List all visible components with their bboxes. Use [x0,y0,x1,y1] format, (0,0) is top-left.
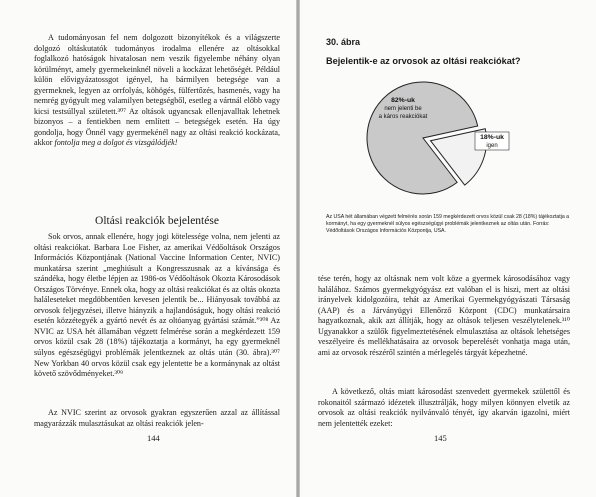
right-para4-text: tése terén, hogy az oltásnak nem volt köze a gyermek károsodásához vagy halálához. Számos gyermekgyógyász ezt valóban el is hiszi, mert az oltási irányelvek kidolgozóira, tehát az Amerikai Gyermekgyógyászati Társaság (AAP) és a Járványügyi Ellenőrző Központ (CDC) munkatársaira hagyatkoznak, akik azt állítják, hogy az oltások teljesen veszélytelenek.³¹⁰ Ugyanakkor a szülők figyelmeztetésének elmulasztása az oltások lehetséges veszélyeire és mellékhatásaira az orvosok beperelését vonhatja maga után, ami az orvosok részéről szintén a mérlegelés tárgyát képezhetné. [318,274,570,357]
right-page-number: 145 [434,433,447,443]
right-paragraph-2 [318,387,570,429]
pie-label-reported-line-1: igen [486,143,498,149]
left-page-number: 144 [147,433,160,443]
right-page [300,0,596,497]
left-para1-text: A tudományosan fel nem dolgozott bizonyítékok és a világszerte dolgozó oltáskutatók tudományos irodalma ellenére az oltásokkal foglalkozó hatóságok hivatalosan nem veszik figyelembe néhány olyan körülményt, amely gyermekeinknél növeli a kockázat lehetőségét. Például külön elővigyázatossgot igényel, ha bármilyen betegsége van a gyermeknek, legyen az orrfolyás, köhögés, fülfertőzés, hasmenés, vagy ha nemrég gyógyult meg valamilyen betegségből, esetleg a vártnál előbb vagy kicsi testsúllyal született.³⁰⁷ Az oltások ugyancsak ellenjavalltak lehetnek bizonyos – a fentiekben nem említett – betegségek esetén. Ha úgy gondolja, hogy Önnél vagy gyermekénél nagy az oltási reakció kockázata, akkor [34,33,280,148]
left-para1-italic: fontolja meg a dolgot és vizsgálódjék! [54,138,178,148]
figure-title: Bejelentik-e az orvosok az oltási reakciókat? [326,56,521,66]
pie-chart [345,76,525,206]
right-para5-text: A következő, oltás miatt károsodást szenvedett gyermekek születtől és rokonaitól származó idézetek illusztrálják, hogy milyen könnyen elvetik az orvosok az oltási reakciók nyilvánvaló tényét, így akarván igazolni, miért nem jelentették ezeket: [318,387,570,428]
right-paragraph-1 [318,274,570,358]
pie-label-not-reported-line-1: nem jelenti be [384,106,422,112]
left-page [0,0,296,497]
pie-label-not-reported-line-0: 82%-uk [391,97,415,104]
figure-label: 30. ábra [326,37,361,47]
pie-label-reported-line-0: 18%-uk [480,134,504,141]
figure-caption: Az USA hét államában végzett felmérés során 159 megkérdezett orvos közül csak 28 (18%) tájékoztatja a kormányt, ha egy gyermeknél súlyos egészségügyi problémák jelentkeznek az oltás után. Forrás: Védőoltások Országos Információs Központja, USA. [326,214,570,234]
left-para2-text: Sok orvos, annak ellenére, hogy jogi kötelessége volna, nem jelenti az oltási reakciókat. Barbara Loe Fisher, az amerikai Védőoltások Országos Információs Központjának (National Vaccine Information Center, NVIC) munkatársa szerint „meghiúsult a Kongresszusnak az a kívánsága és szándéka, hogy életbe lépjen az 1986-os Védőoltások Okozta Károsodások Országos Törvénye. Ennek oka, hogy az oltási reakciókat és az oltás okozta haláleseteket megdöbbentően kevesen jelentik be... Hiányosak továbbá az orvosok feljegyzései, illetve hiányzik a hajlandóságuk, hogy oltási reakció esetén közzétegyék a gyártó nevét és az oltóanyag gyártási számát.”³⁰⁸ Az NVIC az USA hét államában végzett felmérése során a megkérdezett 159 orvos közül csak 28 (18%) tájékoztatja a kormányt, ha egy gyermeknél súlyos egészségügyi problémák jelentkeznek az oltás után (30. ábra).³⁰⁷ New Yorkban 40 orvos közül csak egy jelentette be a kormánynak az oltást követő szövődményeket.³⁰⁹ [34,232,280,379]
left-paragraph-1 [34,33,280,149]
left-paragraph-2 [34,232,280,380]
section-heading: Oltási reakciók bejelentése [95,215,219,227]
pie-label-not-reported-line-2: a káros reakciókat [378,114,428,120]
left-para3-text: Az NVIC szerint az orvosok gyakran egyszerűen azzal az állítással magyarázzák mulasztásukat az oltási reakciók jelen- [34,408,280,428]
left-paragraph-3 [34,408,280,429]
